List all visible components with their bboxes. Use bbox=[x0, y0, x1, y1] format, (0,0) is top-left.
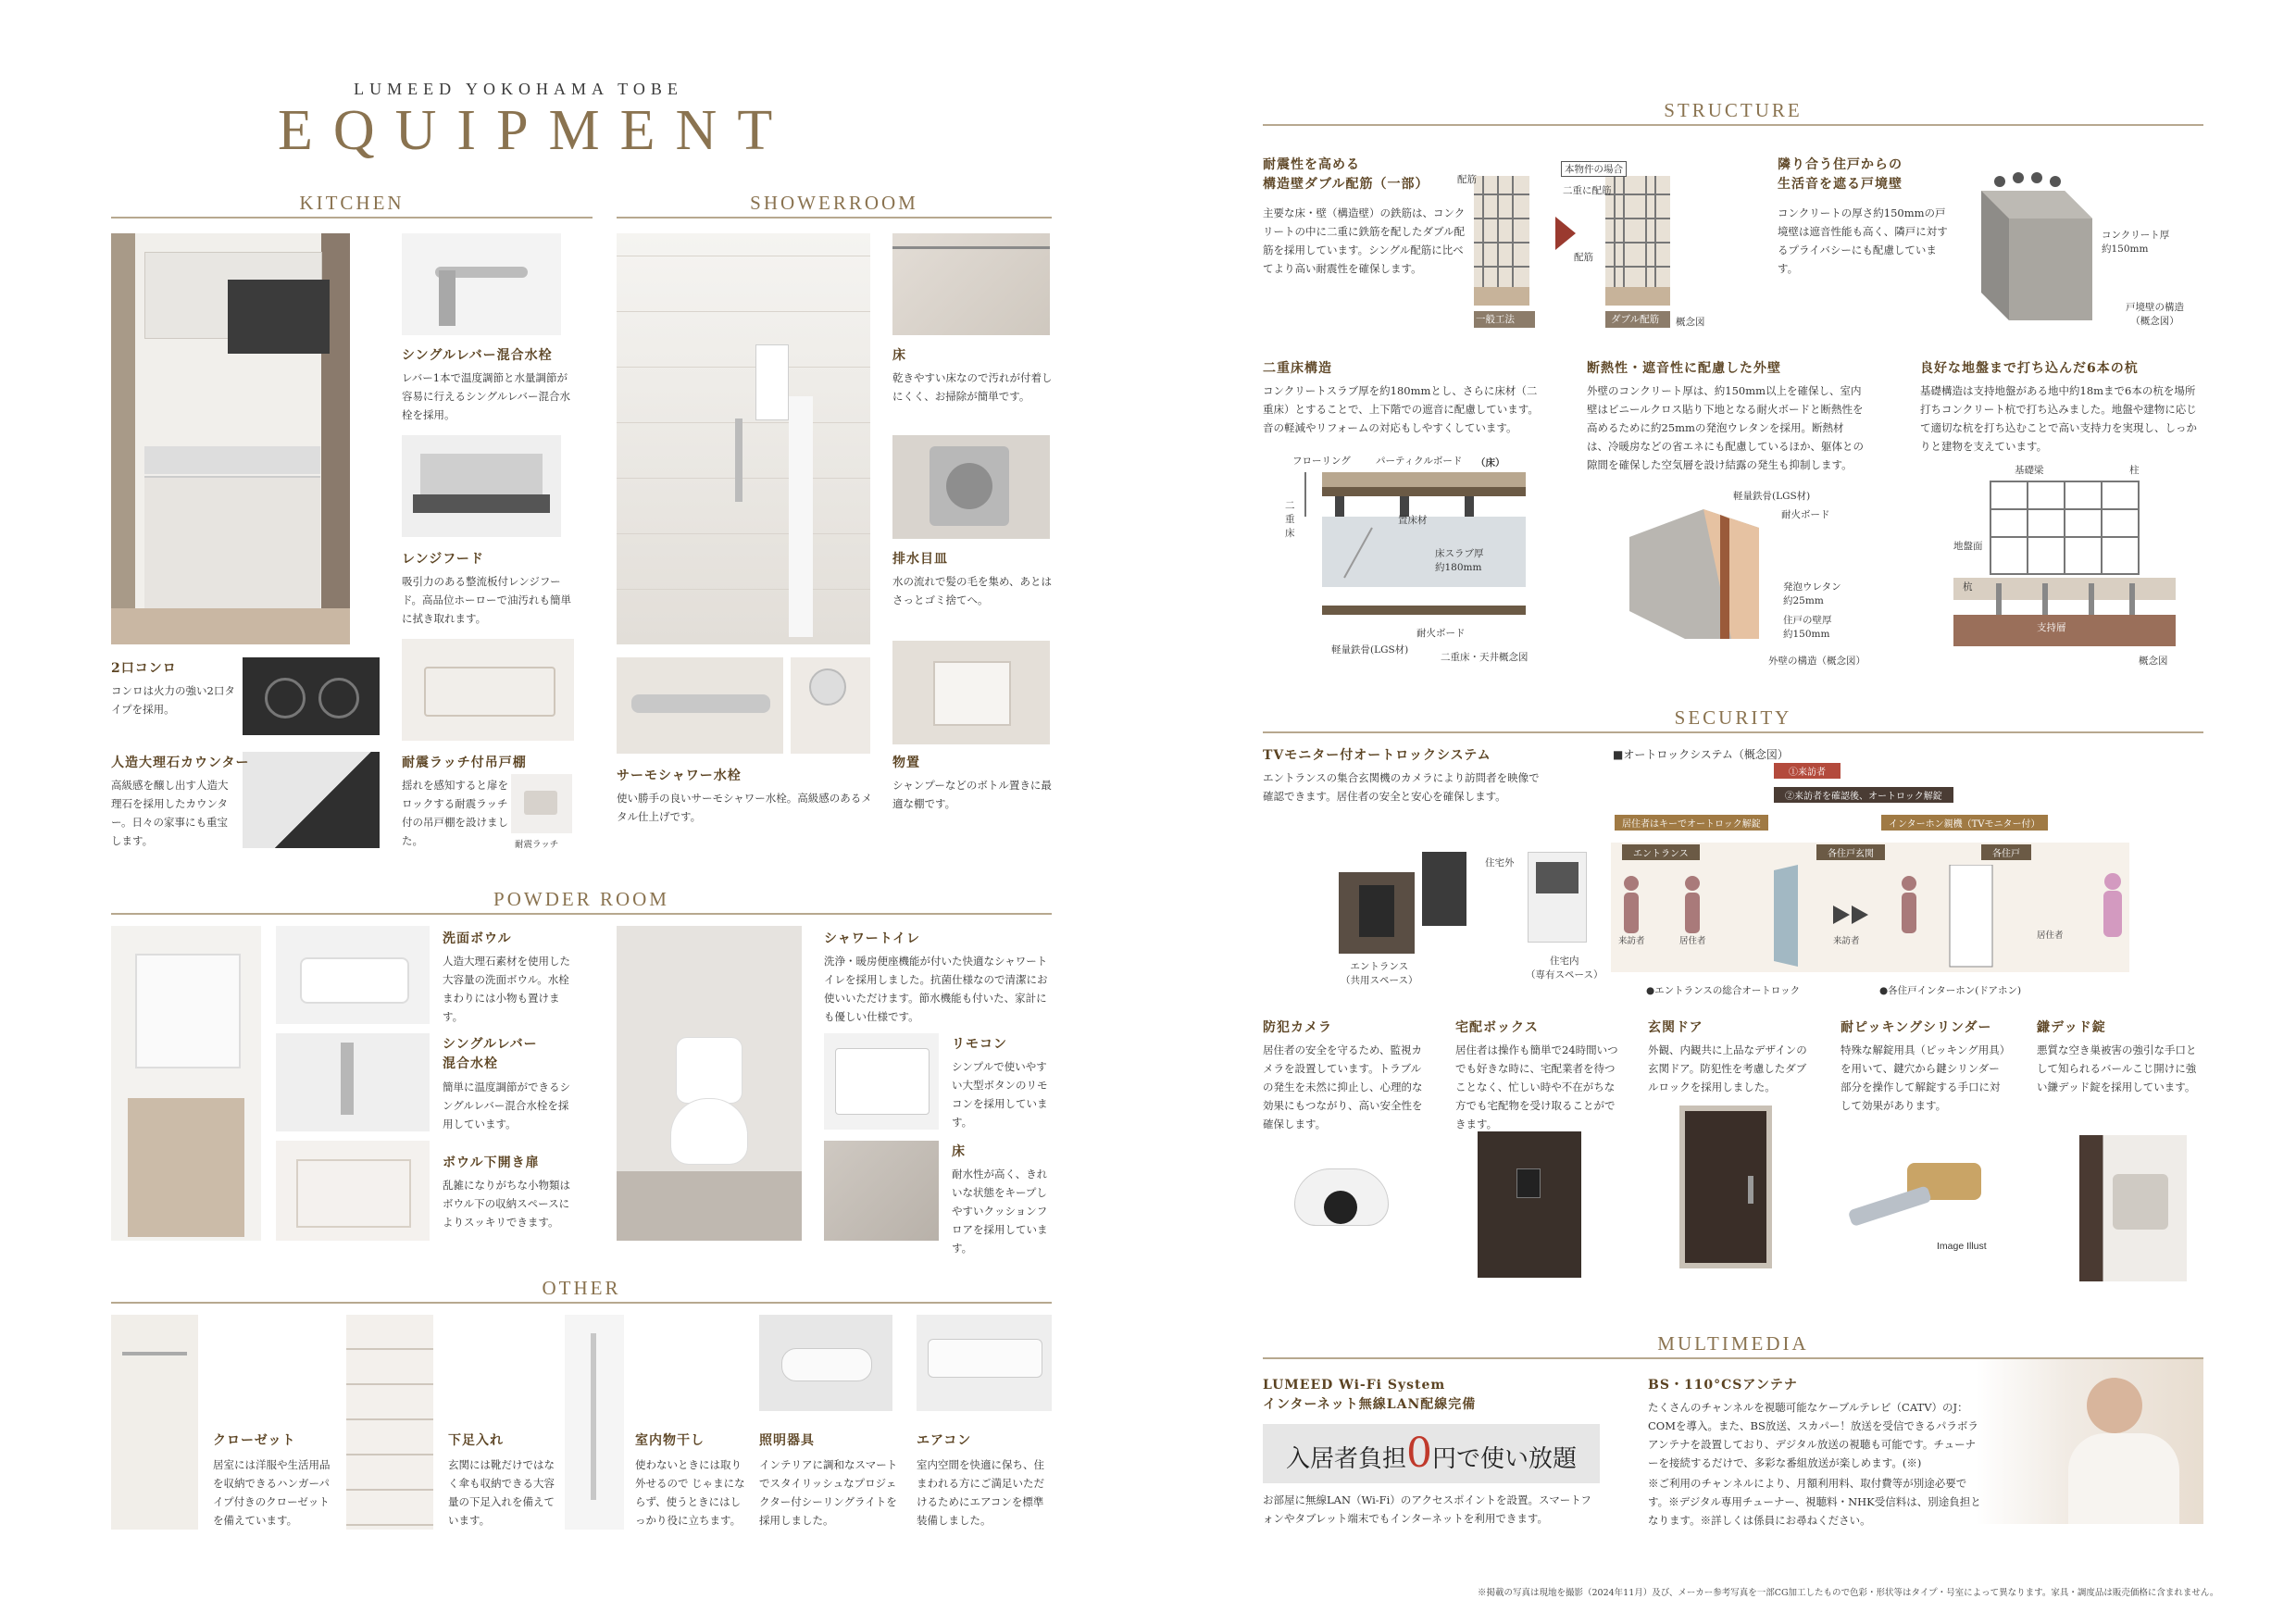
exterior-caption: 外壁の構造（概念図） bbox=[1768, 656, 1866, 667]
delivery-box-text: 居住者は操作も簡単で24時間いつでも好きな時に、宅配業者を待つことなく、忙しい時や不在がちな方でも宅配物を受け取ることができます。 bbox=[1455, 1043, 1618, 1131]
entrance-panel-photo bbox=[1339, 872, 1415, 954]
shower-floor-text: 乾きやすい床なので汚れが付着しにくく、お掃除が簡単です。 bbox=[892, 371, 1053, 403]
wifi-text: お部屋に無線LAN（Wi-Fi）のアクセスポイントを設置。スマートフォンやタブレット端末でもインターネットを利用できます。 bbox=[1263, 1493, 1591, 1525]
entry-door-text: 外観、内観共に上品なデザインの玄関ドア。防犯性を考慮したダブルロックを採用しました。 bbox=[1648, 1043, 1807, 1093]
cylinder-text: 特殊な解錠用具（ピッキング用具）を用いて、鍵穴から鍵シリンダー部分を操作して解錠する手口に対して効果があります。 bbox=[1841, 1043, 2005, 1112]
banner-pre: 入居者負担 bbox=[1285, 1445, 1406, 1473]
toilet-title: シャワートイレ bbox=[824, 931, 921, 946]
shoes-photo bbox=[346, 1315, 433, 1530]
entry-door-photo bbox=[1679, 1106, 1772, 1268]
entrance-label: エントランス （共用スペース） bbox=[1341, 961, 1418, 986]
bowl-text: 人造大理石素材を使用した大容量の洗面ボウル。水栓まわりには小物も置けます。 bbox=[443, 955, 570, 1023]
delivery-box-title: 宅配ボックス bbox=[1455, 1020, 1539, 1035]
tv-autolock-title: TVモニター付オートロックシステム bbox=[1263, 748, 1491, 763]
double-tag: ダブル配筋 bbox=[1611, 314, 1660, 325]
shower-floor-title: 床 bbox=[892, 348, 906, 363]
faucet-title: シングルレバー混合水栓 bbox=[402, 348, 553, 363]
counter-title: 人造大理石カウンター bbox=[111, 756, 250, 770]
rebar-diagram bbox=[1466, 157, 1772, 331]
remote-title: リモコン bbox=[952, 1037, 1007, 1052]
deadbolt-photo bbox=[2079, 1135, 2187, 1281]
insulation-text: 外壁のコンクリート厚は、約150mm以上を確保し、室内壁はビニールクロス貼り下地となる耐火ボードと断熱性を高めるために約25mmの発泡ウレタンを採用。断熱材は、冷暖房などの省エネにも配慮しているほか、躯体との隙間を確保した空気層を設け結露の発生も抑制します。 bbox=[1587, 384, 1864, 471]
double-floor-title: 二重床構造 bbox=[1263, 361, 1332, 376]
beam-label: 基礎梁 bbox=[2015, 465, 2044, 476]
counter-text: 高級感を醸し出す人造大理石を採用したカウンター。日々の家事にも重宝します。 bbox=[111, 779, 229, 847]
cylinder-caption: Image Illust bbox=[1937, 1241, 1987, 1252]
drain-text: 水の流れで髪の毛を集め、あとはさっとゴミ捨てへ。 bbox=[892, 575, 1053, 606]
rebar-note: 本物件の場合 bbox=[1561, 161, 1627, 177]
camera-title: 防犯カメラ bbox=[1263, 1020, 1332, 1035]
kitchen-heading: KITCHEN bbox=[111, 185, 593, 219]
bearing-label: 支持層 bbox=[2037, 622, 2066, 633]
latch-caption: 耐震ラッチ bbox=[515, 840, 559, 850]
lever-title: シングルレバー 混合水栓 bbox=[443, 1037, 538, 1071]
intercom-unit-photo bbox=[1422, 852, 1466, 926]
flow-resident-label: 居住者 bbox=[1679, 936, 1706, 946]
latch-title: 耐震ラッチ付吊戸棚 bbox=[402, 756, 527, 770]
party-caption: 戸境壁の構造 （概念図） bbox=[2126, 302, 2184, 327]
single-tag: 一般工法 bbox=[1476, 314, 1515, 325]
urethane-label: 発泡ウレタン 約25mm bbox=[1783, 581, 1841, 606]
ext-fire-label: 耐火ボード bbox=[1781, 509, 1830, 520]
shower-main-photo bbox=[617, 233, 870, 644]
slab-label: 床スラブ厚 約180mm bbox=[1435, 548, 1484, 573]
double-floor-diagram bbox=[1289, 448, 1548, 652]
under-door-title: ボウル下開き扉 bbox=[443, 1156, 540, 1170]
light-text: インテリアに調和なスマートでスタイリッシュなプロジェクター付シーリングライトを採用しました。 bbox=[759, 1458, 898, 1527]
multimedia-heading: MULTIMEDIA bbox=[1263, 1326, 2203, 1359]
camera-photo bbox=[1291, 1163, 1392, 1241]
flow-resident-unlock: 居住者はキーでオートロック解錠 bbox=[1615, 815, 1768, 831]
cylinder-title: 耐ピッキングシリンダー bbox=[1841, 1020, 1992, 1035]
rebar-concept-label: 概念図 bbox=[1676, 317, 1705, 328]
rebar-label-2: 配筋 bbox=[1574, 252, 1593, 263]
stove-text: コンロは火力の強い2口タイプを採用。 bbox=[111, 684, 235, 716]
powder-heading: POWDER ROOM bbox=[111, 881, 1052, 915]
flow-caption-1: ●エントランスの総合オートロック bbox=[1646, 985, 1801, 996]
thermo-text: 使い勝手の良いサーモシャワー水栓。高級感のあるメタル仕上げです。 bbox=[617, 792, 872, 823]
shelf-text: シャンプーなどのボトル置きに最適な棚です。 bbox=[892, 779, 1052, 810]
party-wall-diagram bbox=[1963, 154, 2102, 330]
showerhead-photo bbox=[791, 657, 870, 754]
ext-lgs-label: 軽量鉄骨(LGS材) bbox=[1733, 491, 1811, 502]
double-floor-caption: 二重床・天井概念図 bbox=[1441, 652, 1529, 663]
shower-heading: SHOWERROOM bbox=[617, 185, 1052, 219]
toilet-photo bbox=[617, 926, 802, 1241]
under-door-photo bbox=[276, 1141, 430, 1241]
light-title: 照明器具 bbox=[759, 1433, 815, 1448]
footnote: ※掲載の写真は現地を撮影（2024年11月）及び、メーカー参考写真を一部CG加工したもので色彩・形状等はタイプ・号室によって異なります。家具・調度品は販売価格に含まれません。 bbox=[1478, 1588, 2219, 1598]
flow-resident2-label: 居住者 bbox=[2037, 931, 2064, 941]
flow-corridor-tag: 各住戸玄関 bbox=[1816, 844, 1885, 860]
flow-step1: ①来訪者 bbox=[1774, 763, 1841, 779]
latch-text: 揺れを感知すると扉をロックする耐震ラッチ付の吊戸棚を設けました。 bbox=[402, 779, 508, 847]
shower-floor-photo bbox=[892, 233, 1050, 335]
under-door-text: 乱雑になりがちな小物類はボウル下の収納スペースによりスッキリできます。 bbox=[443, 1179, 570, 1229]
ac-photo bbox=[917, 1315, 1052, 1411]
deadbolt-text: 悪質な空き巣被害の強引な手口として知られるバールこじ開けに強い鎌デッド錠を採用しています。 bbox=[2037, 1043, 2197, 1093]
closet-text: 居室には洋服や生活用品を収納できるハンガーパイプ付きのクローゼットを備えています。 bbox=[213, 1458, 331, 1527]
indoor-monitor-photo bbox=[1528, 852, 1587, 943]
flow-step2: ②来訪者を確認後、オートロック解錠 bbox=[1774, 787, 1953, 803]
closet-title: クローゼット bbox=[213, 1433, 296, 1448]
hood-photo bbox=[402, 435, 561, 537]
faucet-photo bbox=[402, 233, 561, 335]
structure-heading: STRUCTURE bbox=[1263, 93, 2203, 126]
piles-text: 基礎構造は支持地盤がある地中約18mまで6本の杭を場所打ちコンクリート杭で打ち込みました。地盤や建物に応じて適切な杭を打ち込むことで高い支持力を実現し、しっかりと建物を支えています。 bbox=[1920, 384, 2197, 453]
dry-photo bbox=[565, 1315, 624, 1530]
wifi-title: LUMEED Wi-Fi System インターネット無線LAN配線完備 bbox=[1263, 1378, 1477, 1412]
flooring-label: フローリング bbox=[1292, 456, 1351, 467]
drain-title: 排水目皿 bbox=[892, 552, 948, 567]
thermo-photo bbox=[617, 657, 783, 754]
double-rebar-text: 主要な床・壁（構造壁）の鉄筋は、コンクリートの中に二重に鉄筋を配したダブル配筋を採用しています。シングル配筋に比べてより高い耐震性を確保します。 bbox=[1263, 206, 1466, 275]
shelf-photo bbox=[892, 641, 1050, 744]
wall-thickness-label: 住戸の壁厚 約150mm bbox=[1783, 615, 1832, 640]
powder-main-photo bbox=[111, 926, 261, 1241]
wifi-banner bbox=[1263, 1424, 1600, 1483]
dry-title: 室内物干し bbox=[635, 1433, 705, 1448]
bowl-title: 洗面ボウル bbox=[443, 931, 512, 946]
entry-door-title: 玄関ドア bbox=[1648, 1020, 1703, 1035]
toilet-text: 洗浄・暖房便座機能が付いた快適なシャワートイレを採用しました。抗菌仕様なので清潔にお使いいただけます。節水機能も付いた、家計にも優しい仕様です。 bbox=[824, 955, 1048, 1023]
pile-diagram bbox=[1953, 467, 2176, 646]
autolock-flow-title: ■オートロックシステム（概念図） bbox=[1613, 748, 1789, 761]
sleeper-label: 置床材 bbox=[1398, 515, 1428, 526]
page-title: EQUIPMENT bbox=[278, 99, 793, 162]
banner-post: 円で使い放題 bbox=[1432, 1445, 1578, 1473]
double-rebar-title: 耐震性を高める 構造壁ダブル配筋（一部） bbox=[1263, 157, 1429, 192]
ground-label: 地盤面 bbox=[1953, 541, 1983, 552]
flow-intercom: インターホン親機（TVモニター付） bbox=[1881, 815, 2048, 831]
ac-text: 室内空間を快適に保ち、住まわれる方にご満足いただけるためにエアコンを標準装備しました。 bbox=[917, 1458, 1044, 1527]
column-label: 柱 bbox=[2129, 465, 2140, 476]
remote-text: シンプルで使いやすい大型ボタンのリモコンを採用しています。 bbox=[952, 1060, 1048, 1129]
shoes-text: 玄関には靴だけではなく傘も収納できる大容量の下足入れを備えています。 bbox=[448, 1458, 555, 1527]
flow-caption-2: ●各住戸インターホン(ドアホン) bbox=[1879, 985, 2022, 996]
double-floor-label: 二重床 bbox=[1285, 500, 1295, 539]
hood-title: レンジフード bbox=[402, 552, 484, 567]
kitchen-main-photo bbox=[111, 233, 350, 644]
flow-visitor-label: 来訪者 bbox=[1618, 936, 1645, 946]
flow-unit-tag: 各住戸 bbox=[1981, 844, 2031, 860]
closet-photo bbox=[111, 1315, 198, 1530]
bowl-photo bbox=[276, 926, 430, 1024]
ac-title: エアコン bbox=[917, 1433, 972, 1448]
cylinder-illust bbox=[1842, 1150, 2009, 1243]
pile-caption: 概念図 bbox=[2139, 656, 2168, 667]
rebar-label-1: 配筋 bbox=[1457, 174, 1477, 185]
lgs-label: 軽量鉄骨(LGS材) bbox=[1331, 644, 1409, 656]
particle-board-label: パーティクルボード bbox=[1376, 456, 1463, 467]
counter-photo bbox=[243, 752, 380, 848]
remote-photo bbox=[824, 1033, 939, 1130]
camera-text: 居住者の安全を守るため、監視カメラを設置しています。トラブルの発生を未然に抑止し、心理的な効果にもつながり、高い安全性を確保します。 bbox=[1263, 1043, 1423, 1131]
banner-zero: 0 bbox=[1406, 1430, 1432, 1477]
faucet-text: レバー1本で温度調節と水量調節が容易に行えるシングルレバー混合水栓を採用。 bbox=[402, 371, 571, 421]
shelf-title: 物置 bbox=[892, 756, 920, 770]
deadbolt-title: 鎌デッド錠 bbox=[2037, 1020, 2106, 1035]
powder-floor-text: 耐水性が高く、きれいな状態をキープしやすいクッションフロアを採用しています。 bbox=[952, 1168, 1048, 1255]
stove-title: 2口コンロ bbox=[111, 661, 177, 676]
light-photo bbox=[759, 1315, 892, 1411]
party-wall-text: コンクリートの厚さ約150mmの戸境壁は遮音性能も高く、隣戸に対するプライバシーにも配慮しています。 bbox=[1778, 206, 1948, 275]
bs-text: たくさんのチャンネルを視聴可能なケーブルテレビ（CATV）のJ：COMを導入。また、BS放送、スカパー！放送を受信できるパラボラアンテナを設置しており、デジタル放送の視聴も可能です。チューナーを接続するだけで、多彩な番組放送が楽しめます。(※) bbox=[1648, 1401, 1978, 1469]
shoes-title: 下足入れ bbox=[448, 1433, 504, 1448]
brand-subtitle: LUMEED YOKOHAMA TOBE bbox=[354, 80, 683, 98]
floor-yuka-label: （床） bbox=[1476, 457, 1505, 468]
rebar-double-label: 二重に配筋 bbox=[1563, 185, 1612, 196]
piles-title: 良好な地盤まで打ち込んだ6本の杭 bbox=[1920, 361, 2139, 376]
fire-board-label: 耐火ボード bbox=[1416, 628, 1466, 639]
stove-photo bbox=[243, 657, 380, 735]
tv-autolock-text: エントランスの集合玄関機のカメラにより訪問者を映像で確認できます。居住者の安全と安心を確保します。 bbox=[1263, 771, 1540, 803]
lever-photo bbox=[276, 1033, 430, 1131]
other-heading: OTHER bbox=[111, 1270, 1052, 1304]
dry-text: 使わないときには取り外せるので じゃまにならず、使うときにはしっかり役に立ちます。 bbox=[635, 1458, 745, 1527]
drain-photo bbox=[892, 435, 1050, 539]
thermo-title: サーモシャワー水栓 bbox=[617, 768, 742, 783]
party-thick-label: コンクリート厚 約150mm bbox=[2102, 230, 2170, 255]
cabinet-photo bbox=[402, 639, 574, 741]
delivery-box-photo bbox=[1478, 1131, 1581, 1278]
flow-entrance-tag: エントランス bbox=[1622, 844, 1700, 860]
inside-label: 住宅内 （専有スペース） bbox=[1526, 956, 1603, 981]
flow-visitor2-label: 来訪者 bbox=[1833, 936, 1860, 946]
hood-text: 吸引力のある整流板付レンジフード。高品位ホーローで油汚れも簡単に拭き取れます。 bbox=[402, 575, 571, 625]
multimedia-photo bbox=[1976, 1359, 2203, 1524]
pile-label: 杭 bbox=[1963, 581, 1973, 593]
bs-title: BS・110°CSアンテナ bbox=[1648, 1378, 1798, 1393]
security-heading: SECURITY bbox=[1263, 700, 2203, 733]
powder-floor-title: 床 bbox=[952, 1144, 966, 1159]
double-floor-text: コンクリートスラブ厚を約180mmとし、さらに床材（二重床）とすることで、上下階での遮音に配慮しています。音の軽減やリフォームの対応もしやすくしています。 bbox=[1263, 384, 1539, 434]
lever-text: 簡単に温度調節ができるシングルレバー混合水栓を採用しています。 bbox=[443, 1081, 570, 1131]
party-wall-title: 隣り合う住戸からの 生活音を遮る戸境壁 bbox=[1778, 157, 1903, 192]
bs-note: ※ご利用のチャンネルにより、月額利用料、取付費等が別途必要です。※デジタル専用チューナー、視聴料・NHK受信料は、別途負担となります。※詳しくは係員にお尋ねください。 bbox=[1648, 1477, 1981, 1527]
latch-photo bbox=[511, 774, 572, 833]
outside-label: 住宅外 bbox=[1485, 857, 1515, 868]
powder-floor-photo bbox=[824, 1141, 939, 1241]
insulation-title: 断熱性・遮音性に配慮した外壁 bbox=[1587, 361, 1781, 376]
exterior-wall-diagram bbox=[1620, 491, 1768, 648]
